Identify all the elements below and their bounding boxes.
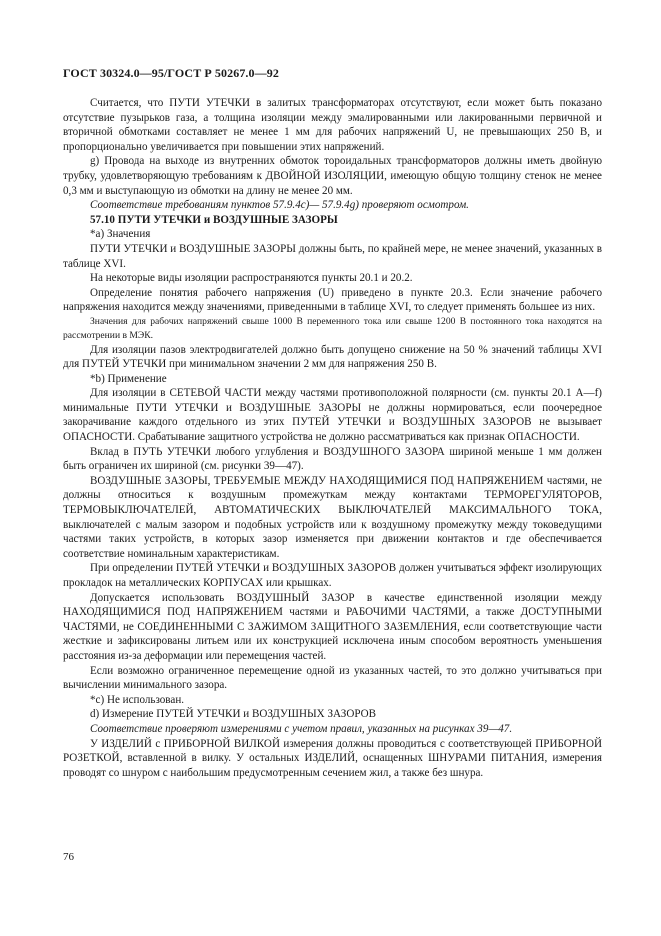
subheading-d-measurement: d) Измерение ПУТЕЙ УТЕЧКИ и ВОЗДУШНЫХ ЗАЗОРОВ [90,708,377,721]
paragraph-groove-contribution: Вклад в ПУТЬ УТЕЧКИ любого углубления и ВОЗДУШНОГО ЗАЗОРА шириной меньше 1 мм должен быть ограничен их шириной (см. рисунки 39—47). [63,445,602,473]
paragraph-mains-part: Для изоляции в СЕТЕВОЙ ЧАСТИ между частями противоположной полярности (см. пункты 20.1 A—f) минимальные ПУТИ УТЕЧКИ и ВОЗДУШНЫЕ ЗАЗОРЫ не должны нормироваться, если поочередное закорачивание каждого отдельного из этих ПУТЕЙ УТЕЧКИ и ВОЗДУШНЫХ ЗАЗОРОВ не вызывает ОПАСНОСТИ. Срабатывание защитного устройства не должно рассматриваться как признак ОПАСНОСТИ. [63,387,602,444]
document-body [63,96,602,780]
paragraph-insulating-liners: При определении ПУТЕЙ УТЕЧКИ и ВОЗДУШНЫХ ЗАЗОРОВ должен учитываться эффект изолирующих прокладок на металлических КОРПУСАХ или крышках. [63,562,602,589]
paragraph-air-clearances: ВОЗДУШНЫЕ ЗАЗОРЫ, ТРЕБУЕМЫЕ МЕЖДУ НАХОДЯЩИМИСЯ ПОД НАПРЯЖЕНИЕМ частями, не должны относиться к воздушным промежуткам между контактами ТЕРМОРЕГУЛЯТОРОВ, ТЕРМОВЫКЛЮЧАТЕЛЕЙ, АВТОМАТИЧЕСКИХ ВЫКЛЮЧАТЕЛЕЙ МАКСИМАЛЬНОГО ТОКА, выключателей с малым зазором и подобных устройств или к воздушному промежутку между токоведущими частями таких устройств, в которых зазор изменяется при движении контактов и где обеспечивается соответствие номинальным характеристикам. [63,474,602,560]
paragraph-min-values: ПУТИ УТЕЧКИ и ВОЗДУШНЫЕ ЗАЗОРЫ должны быть, по крайней мере, не менее значений, указанных в таблице XVI. [63,242,602,270]
document-header: ГОСТ 30324.0—95/ГОСТ Р 50267.0—92 [63,66,279,80]
section-heading-57-10: 57.10 ПУТИ УТЕЧКИ и ВОЗДУШНЫЕ ЗАЗОРЫ [90,213,338,226]
paragraph-item-g: g) Провода на выходе из внутренних обмоток тороидальных трансформаторов должны иметь двойную трубку, удовлетворяющую требованиям к ДВОЙНОЙ ИЗОЛЯЦИИ, имеющую общую толщину стенок не менее 0,3 мм и выступающую из обмотки на длину не менее 20 мм. [63,155,602,197]
paragraph-compliance-measurement: Соответствие проверяют измерениями с учетом правил, указанных на рисунках 39—47. [90,722,513,735]
paragraph-motor-slots: Для изоляции пазов электродвигателей должно быть допущено снижение на 50 % значений таблицы XVI для ПУТЕЙ УТЕЧКИ при минимальном значении 2 мм для напряжения 250 В. [63,343,602,371]
paragraph-insulation-types: На некоторые виды изоляции распространяются пункты 20.1 и 20.2. [90,272,413,285]
paragraph-appliance-inlet: У ИЗДЕЛИЙ с ПРИБОРНОЙ ВИЛКОЙ измерения должны проводиться с соответствующей ПРИБОРНОЙ РОЗЕТКОЙ, вставленной в вилку. У остальных ИЗДЕЛИЙ, оснащенных ШНУРАМИ ПИТАНИЯ, измерения проводят со шнуром с наибольшим предусмотренным сечением жил, а также без шнура. [63,737,602,779]
paragraph-working-voltage: Определение понятия рабочего напряжения (U) приведено в пункте 20.3. Если значение рабочего напряжения находится между значениями, приведенными в таблице XVI, то следует применять большее из них. [63,286,602,314]
paragraph-limited-movement: Если возможно ограниченное перемещение одной из указанных частей, то это должно учитываться при вычислении минимального зазора. [63,664,602,692]
page-number: 76 [63,851,74,863]
note-high-voltage: Значения для рабочих напряжений свыше 1000 В переменного тока или свыше 1200 В постоянного тока находятся на рассмотрении в МЭК. [63,315,602,341]
paragraph-leakage-cast-transformers: Считается, что ПУТИ УТЕЧКИ в залитых трансформаторах отсутствуют, если может быть показано отсутствие пузырьков газа, а толщина изоляции между эмалированными или лакированными первичной и вторичной обмотками составляет не менее 1 мм для рабочих напряжений U, не превышающих 250 В, и пропорционально увеличивается при повышении этих напряжений. [63,97,602,153]
paragraph-sole-insulation: Допускается использовать ВОЗДУШНЫЙ ЗАЗОР в качестве единственной изоляции между НАХОДЯЩИМИСЯ ПОД НАПРЯЖЕНИЕМ частями и РАБОЧИМИ ЧАСТЯМИ, а также ДОСТУПНЫМИ ЧАСТЯМИ, не СОЕДИНЕННЫМИ С ЗАЖИМОМ ЗАЩИТНОГО ЗАЗЕМЛЕНИЯ, если соответствующие части жесткие и зафиксированы литьем или их конструкцией исключена иным способом вероятность уменьшения расстояния из-за деформации или перемещения частей. [63,591,602,662]
paragraph-compliance-inspection: Соответствие требованиям пунктов 57.9.4c)— 57.9.4g) проверяют осмотром. [90,199,469,212]
subheading-a-values: *a) Значения [90,228,151,241]
subheading-c-not-used: *c) Не использован. [90,693,185,706]
subheading-b-application: *b) Применение [90,372,167,385]
